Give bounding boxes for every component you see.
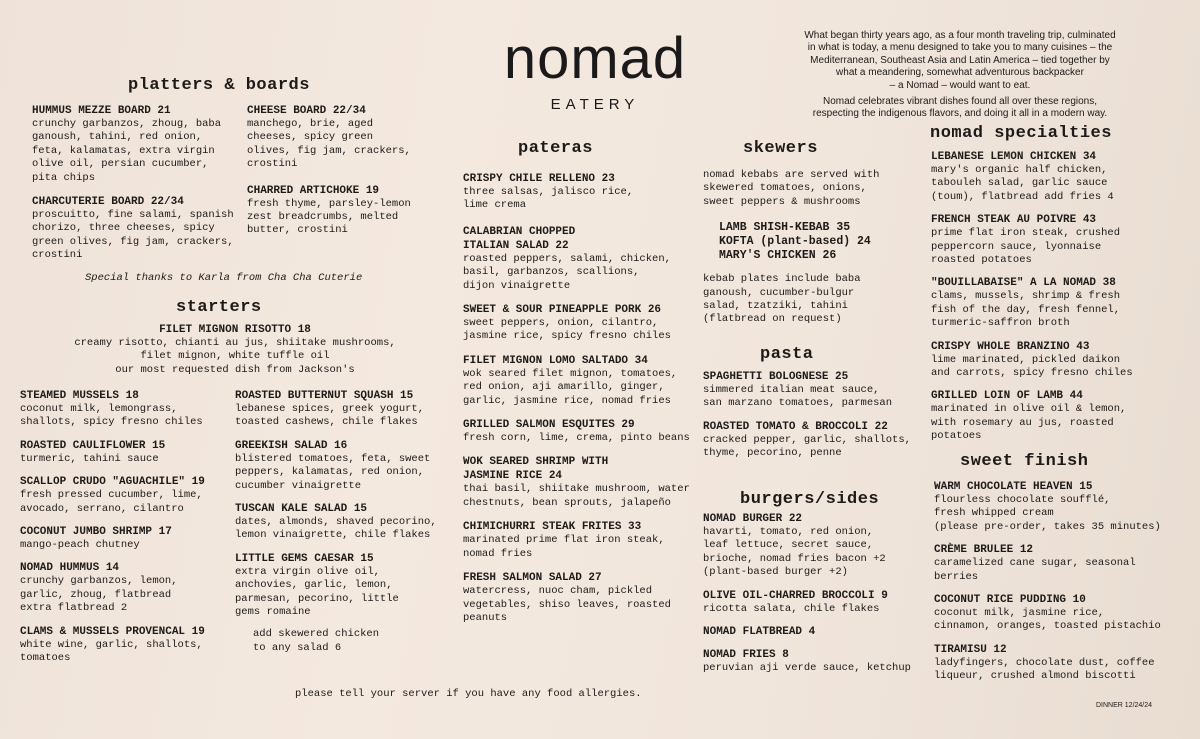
- item-description: coconut milk, jasmine rice, cinnamon, oranges, toasted pistachio: [934, 607, 1161, 633]
- menu-item: [32, 195, 252, 263]
- item-description: clams, mussels, shrimp & fresh fish of the day, fresh fennel, turmeric-saffron broth: [931, 290, 1121, 330]
- menu-item: [463, 418, 703, 445]
- item-description: dates, almonds, shaved pecorino, lemon vinaigrette, chile flakes: [235, 516, 437, 542]
- item-description: mango-peach chutney: [20, 539, 140, 552]
- item-description: marinated prime flat iron steak, nomad fries: [463, 534, 665, 560]
- allergy-note: please tell your server if you have any food allergies.: [295, 688, 642, 700]
- menu-item: [20, 475, 240, 516]
- item-description: three salsas, jalisco rice, lime crema: [463, 186, 634, 212]
- item-description: crunchy garbanzos, zhoug, baba ganoush, tahini, red onion, feta, kalamatas, extra virgin olive oil, persian cucumber, pita chips: [32, 118, 222, 184]
- menu-item: [463, 225, 703, 293]
- platters-title: platters & boards: [128, 76, 310, 95]
- menu-date: DINNER 12/24/24: [1096, 702, 1153, 709]
- specialties-column: [931, 150, 1171, 453]
- starters-left-column: [20, 389, 240, 674]
- item-description: blistered tomatoes, feta, sweet peppers, kalamatas, red onion, cucumber vinaigrette: [235, 452, 431, 492]
- item-name: GRILLED SALMON ESQUITES 29: [463, 419, 635, 432]
- menu-item: [703, 625, 928, 639]
- menu-item: [32, 104, 252, 185]
- item-name: CHEESE BOARD 22/34: [247, 105, 366, 117]
- item-description: thai basil, shiitake mushroom, water chestnuts, bean sprouts, jalapeño: [463, 483, 690, 509]
- menu-item: [934, 480, 1174, 534]
- item-name: NOMAD BURGER 22: [703, 513, 803, 525]
- menu-item: [463, 520, 703, 561]
- item-name: NOMAD HUMMUS 14: [20, 562, 120, 575]
- item-description: cracked pepper, garlic, shallots, thyme, pecorino, penne: [703, 433, 911, 460]
- item-name: ROASTED CAULIFLOWER 15: [20, 439, 166, 452]
- item-name: GREEKISH SALAD 16: [235, 439, 348, 452]
- menu-item: [931, 213, 1171, 267]
- special-thanks: Special thanks to Karla from Cha Cha Cuterie: [85, 272, 363, 284]
- kebab-plates-note: kebab plates include baba ganoush, cucumber-bulgur salad, tzatziki, tahini (flatbread on request): [703, 273, 861, 326]
- item-description: sweet peppers, onion, cilantro, jasmine rice, spicy fresno chiles: [463, 317, 671, 343]
- skewer-item: KOFTA (plant-based) 24: [719, 235, 871, 249]
- menu-item: [703, 370, 923, 411]
- item-description: crunchy garbanzos, lemon, garlic, zhoug, flatbread extra flatbread 2: [20, 575, 178, 615]
- pateras-title: pateras: [518, 139, 593, 158]
- menu-item: [463, 354, 703, 408]
- intro-paragraph-2: Nomad celebrates vibrant dishes found all over these regions, respecting the indigenous flavors, and doing it all in a modern way.: [812, 96, 1108, 120]
- skewer-list: [703, 221, 913, 263]
- item-name: SWEET & SOUR PINEAPPLE PORK 26: [463, 304, 662, 317]
- item-name: ROASTED BUTTERNUT SQUASH 15: [235, 390, 414, 402]
- item-description: creamy risotto, chianti au jus, shiitake mushrooms, filet mignon, white tuffle oil our most requested dish from Jackson's: [74, 337, 396, 376]
- menu-item: [247, 184, 447, 238]
- item-name: NOMAD FRIES 8: [703, 649, 789, 662]
- item-name: ROASTED TOMATO & BROCCOLI 22: [703, 420, 888, 433]
- item-name: STEAMED MUSSELS 18: [20, 390, 139, 402]
- menu-item: [20, 439, 240, 466]
- item-description: lebanese spices, greek yogurt, toasted cashews, chile flakes: [235, 403, 425, 429]
- item-name: CHIMICHURRI STEAK FRITES 33: [463, 521, 642, 534]
- pasta-column: [703, 370, 923, 470]
- item-name: HUMMUS MEZZE BOARD 21: [32, 105, 171, 117]
- item-description: flourless chocolate soufflé, fresh whipped cream (please pre-order, takes 35 minutes): [934, 494, 1161, 533]
- menu-item: [20, 389, 240, 430]
- item-name: "BOUILLABAISE" A LA NOMAD 38: [931, 277, 1116, 290]
- item-name: WOK SEARED SHRIMP WITH JASMINE RICE 24: [463, 456, 609, 483]
- item-description: ricotta salata, chile flakes: [703, 602, 880, 615]
- item-name: OLIVE OIL-CHARRED BROCCOLI 9: [703, 589, 888, 602]
- item-description: mary's organic half chicken, tabouleh salad, garlic sauce (toum), flatbread add fries 4: [931, 164, 1114, 203]
- item-description: ladyfingers, chocolate dust, coffee liqueur, crushed almond biscotti: [934, 656, 1155, 683]
- menu-item: [703, 589, 928, 616]
- starters-feature: [40, 323, 430, 377]
- sweet-column: [934, 480, 1174, 693]
- menu-item: [931, 340, 1171, 381]
- item-description: caramelized cane sugar, seasonal berries: [934, 557, 1136, 583]
- menu-item: [934, 593, 1174, 634]
- menu-item: [931, 389, 1171, 443]
- intro-text: [760, 30, 1160, 121]
- brand: [470, 26, 720, 113]
- item-description: peruvian aji verde sauce, ketchup: [703, 662, 911, 675]
- item-name: CRISPY WHOLE BRANZINO 43: [931, 340, 1090, 353]
- item-description: roasted peppers, salami, chicken, basil, garbanzos, scallions, dijon vinaigrette: [463, 252, 671, 292]
- item-name: GRILLED LOIN OF LAMB 44: [931, 390, 1083, 403]
- item-description: fresh pressed cucumber, lime, avocado, serrano, cilantro: [20, 489, 203, 515]
- skewers-title: skewers: [743, 139, 818, 158]
- brand-subtitle: EATERY: [550, 96, 640, 113]
- item-name: FILET MIGNON RISOTTO 18: [159, 324, 311, 336]
- sweet-title: sweet finish: [960, 452, 1089, 471]
- salad-addon-note: add skewered chicken to any salad 6: [253, 628, 380, 654]
- menu-item: [463, 571, 703, 625]
- pateras-column: [463, 172, 703, 634]
- item-name: COCONUT JUMBO SHRIMP 17: [20, 526, 172, 539]
- skewers-column: [703, 169, 913, 327]
- menu-item: [235, 552, 450, 620]
- item-description: manchego, brie, aged cheeses, spicy green olives, fig jam, crackers, crostini: [247, 118, 411, 171]
- menu-item: [934, 643, 1174, 684]
- item-description: wok seared filet mignon, tomatoes, red onion, aji amarillo, ginger, garlic, jasmine rice, nomad fries: [463, 367, 678, 407]
- item-name: LITTLE GEMS CAESAR 15: [235, 552, 374, 565]
- menu-item: [463, 455, 703, 510]
- item-description: coconut milk, lemongrass, shallots, spicy fresno chiles: [20, 403, 203, 429]
- item-description: havarti, tomato, red onion, leaf lettuce, secret sauce, brioche, nomad fries bacon +2 (plant-based burger +2): [703, 526, 886, 579]
- menu-item: [235, 502, 450, 543]
- item-description: lime marinated, pickled daikon and carrots, spicy fresno chiles: [931, 353, 1133, 380]
- brand-title: nomad: [503, 26, 687, 91]
- skewers-intro: nomad kebabs are served with skewered tomatoes, onions, sweet peppers & mushrooms: [703, 169, 880, 208]
- item-name: FILET MIGNON LOMO SALTADO 34: [463, 354, 648, 367]
- skewer-item: LAMB SHISH-KEBAB 35: [719, 221, 851, 235]
- menu-item: [247, 104, 447, 172]
- pasta-title: pasta: [760, 345, 814, 364]
- item-description: watercress, nuoc cham, pickled vegetables, shiso leaves, roasted peanuts: [463, 585, 671, 624]
- menu-item: [703, 420, 923, 461]
- item-name: FRESH SALMON SALAD 27: [463, 572, 602, 585]
- menu-item: [703, 648, 928, 675]
- menu-item: [20, 625, 240, 666]
- menu-item: [931, 150, 1171, 204]
- item-name: CRISPY CHILE RELLENO 23: [463, 173, 615, 185]
- specialties-title: nomad specialties: [930, 124, 1112, 143]
- item-description: marinated in olive oil & lemon, with rosemary au jus, roasted potatoes: [931, 403, 1127, 443]
- item-description: simmered italian meat sauce, san marzano tomatoes, parmesan: [703, 384, 893, 410]
- item-description: fresh corn, lime, crema, pinto beans: [463, 432, 690, 445]
- item-name: TUSCAN KALE SALAD 15: [235, 503, 368, 516]
- item-name: LEBANESE LEMON CHICKEN 34: [931, 151, 1097, 163]
- burgers-column: [703, 512, 928, 684]
- menu-item: [235, 439, 450, 493]
- item-name: WARM CHOCOLATE HEAVEN 15: [934, 481, 1093, 493]
- item-description: white wine, garlic, shallots, tomatoes: [20, 638, 203, 665]
- item-description: turmeric, tahini sauce: [20, 452, 159, 465]
- skewer-item: MARY'S CHICKEN 26: [719, 249, 837, 263]
- item-name: CLAMS & MUSSELS PROVENCAL 19: [20, 625, 205, 638]
- menu-item: [235, 389, 450, 430]
- intro-paragraph-1: What began thirty years ago, as a four month traveling trip, culminated in what is today, a menu designed to take you to many cuisines – the Mediterranean, Southeast Asia and Latin America – tied together by what a meandering, somewhat adventurous backpacker – a Nomad – would want to eat.: [804, 30, 1116, 91]
- item-name: NOMAD FLATBREAD 4: [703, 626, 816, 639]
- item-name: FRENCH STEAK AU POIVRE 43: [931, 214, 1097, 227]
- menu-item: [931, 276, 1171, 330]
- menu-item: [463, 303, 703, 344]
- item-name: TIRAMISU 12: [934, 643, 1007, 656]
- item-name: CHARCUTERIE BOARD 22/34: [32, 196, 184, 209]
- item-description: extra virgin olive oil, anchovies, garlic, lemon, parmesan, pecorino, little gems romaine: [235, 565, 399, 619]
- item-name: CRÈME BRULEE 12: [934, 544, 1034, 557]
- item-name: COCONUT RICE PUDDING 10: [934, 594, 1086, 607]
- item-name: CHARRED ARTICHOKE 19: [247, 184, 380, 197]
- platters-right-column: [247, 104, 447, 247]
- item-name: CALABRIAN CHOPPED ITALIAN SALAD 22: [463, 225, 576, 252]
- starters-right-column: [235, 389, 450, 655]
- burgers-title: burgers/sides: [740, 490, 880, 509]
- menu-item: [20, 525, 240, 552]
- item-description: fresh thyme, parsley-lemon zest breadcrumbs, melted butter, crostini: [247, 197, 411, 237]
- item-name: SCALLOP CRUDO "AGUACHILE" 19: [20, 476, 205, 489]
- menu-item: [934, 543, 1174, 584]
- platters-left-column: [32, 104, 252, 272]
- menu-item: [703, 512, 928, 580]
- item-name: SPAGHETTI BOLOGNESE 25: [703, 371, 849, 383]
- item-description: prime flat iron steak, crushed peppercorn sauce, lyonnaise roasted potatoes: [931, 227, 1121, 267]
- item-description: proscuitto, fine salami, spanish chorizo, three cheeses, spicy green olives, fig jam, crackers, crostini: [32, 209, 234, 262]
- menu-item: [463, 172, 703, 213]
- starters-title: starters: [176, 298, 262, 317]
- menu-item: [20, 561, 240, 615]
